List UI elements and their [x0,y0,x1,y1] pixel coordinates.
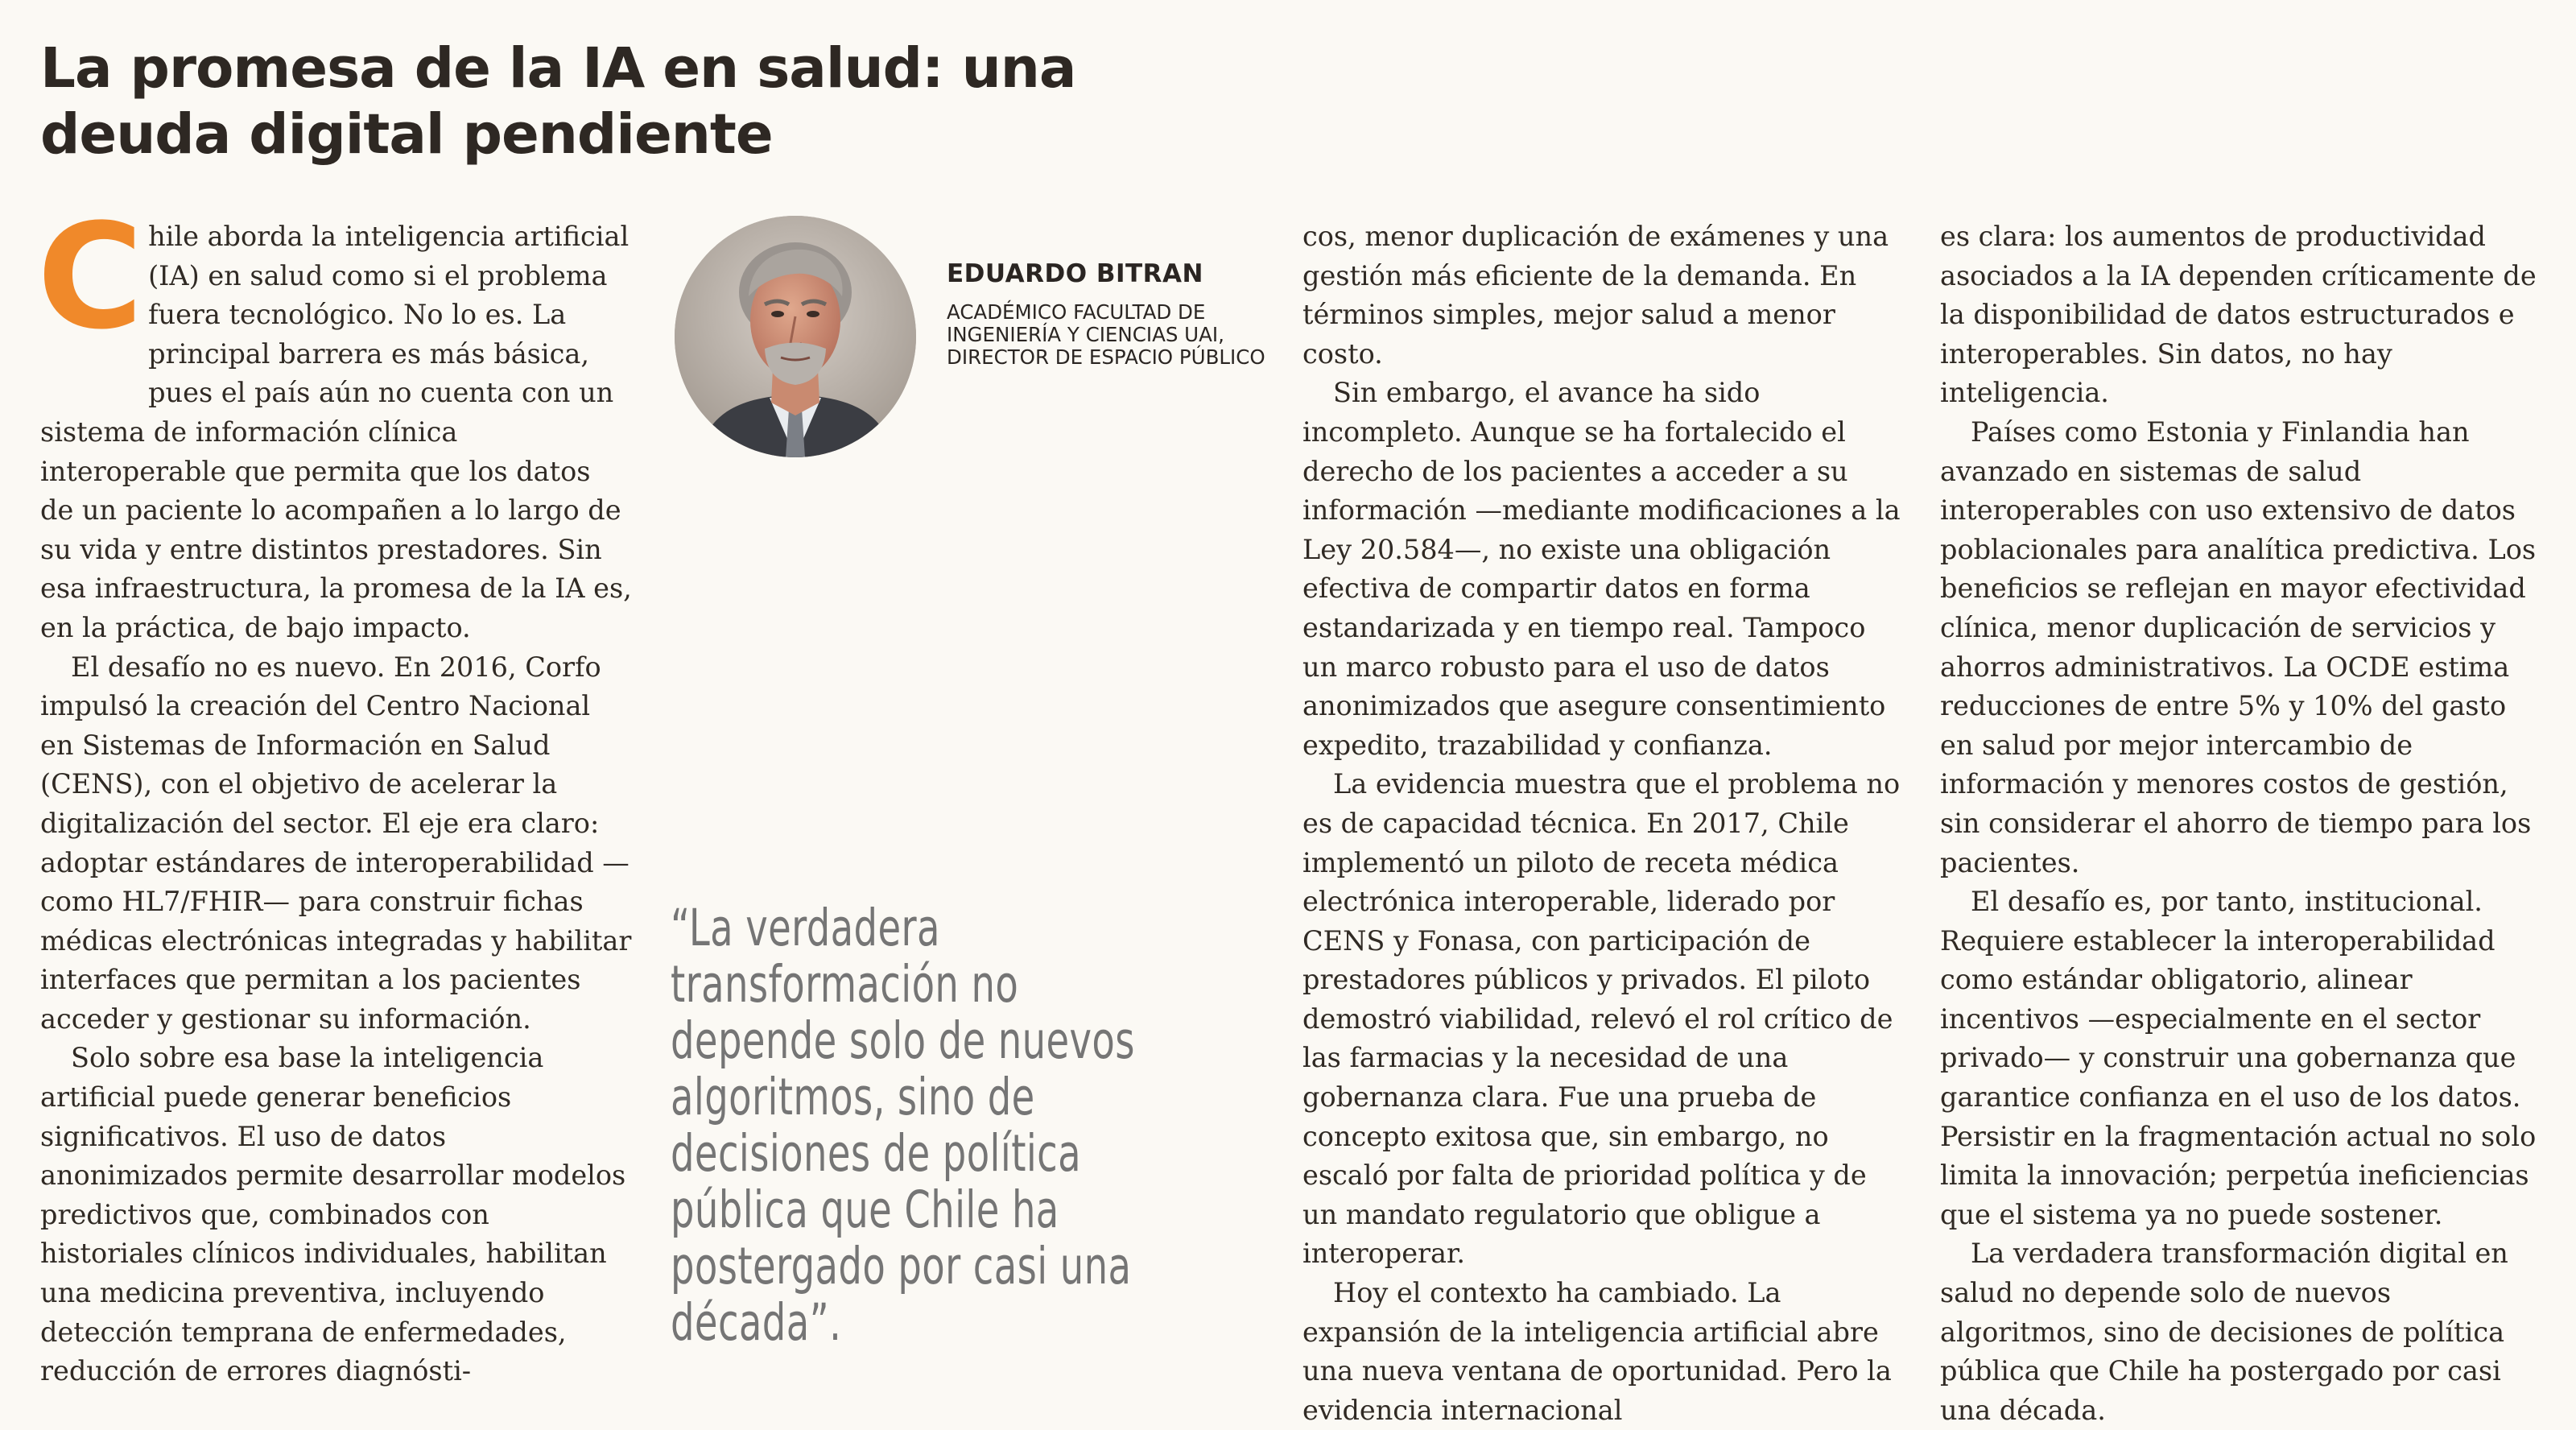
drop-cap: C [37,193,144,362]
author-byline [947,258,1285,369]
author-portrait [675,216,916,457]
paragraph-text: hile aborda la inteligencia artificial (IA) en salud como si el problema fuera tecnológico. No lo es. La principal barrera es más básica, pues el país aún no cuenta con un sistema de información clínica interoperable que permita que los datos de un paciente lo acompañen a lo largo de su vida y entre distintos prestadores. Sin esa infraestructura, la promesa de la IA es, en la práctica, de bajo impacto. [40,221,632,643]
author-portrait-illustration [675,216,916,457]
pull-quote: “La verdadera transformación no depende solo de nuevos algoritmos, sino de decisiones de política pública que Chile ha postergado por casi una década”. [671,899,1135,1352]
paragraph: El desafío no es nuevo. En 2016, Corfo impulsó la creación del Centro Nacional en Sistemas de Información en Salud (CENS), con el objetivo de acelerar la digitalización del sector. El eje era claro: adoptar estándares de interoperabilidad —como HL7/FHIR— para construir fichas médicas electrónicas integradas y habilitar interfaces que permitan a los pacientes acceder y gestionar su información. [40,651,632,1035]
article-column-1 [37,193,632,1391]
paragraph: La verdadera transformación digital en salud no depende solo de nuevos algoritmos, sino de decisiones de política pública que Chile ha postergado por casi una década. [1940,1238,2508,1426]
article-headline: La promesa de la IA en salud: una deuda digital pendiente [40,36,1076,167]
author-name: EDUARDO BITRAN [947,259,1203,288]
paragraph: El desafío es, por tanto, institucional. Requiere establecer la interoperabilidad como estándar obligatorio, alinear incentivos —especialmente en el sector privado— y construir una gobernanza que garantice confianza en el uso de los datos. Persistir en la fragmentación actual no solo limita la innovación; perpetúa ineficiencias que el sistema ya no puede sostener. [1940,886,2537,1230]
paragraph: Países como Estonia y Finlandia han avanzado en sistemas de salud interoperables con uso extensivo de datos poblacionales para analítica predictiva. Los beneficios se reflejan en mayor efectividad clínica, menor duplicación de servicios y ahorros administrativos. La OCDE estima reducciones de entre 5% y 10% del gasto en salud por mejor intercambio de información y menores costos de gestión, sin considerar el ahorro de tiempo para los pacientes. [1940,415,2537,878]
paragraph: cos, menor duplicación de exámenes y una gestión más eficiente de la demanda. En términos simples, mejor salud a menor costo. [1302,221,1889,370]
paragraph: La evidencia muestra que el problema no es de capacidad técnica. En 2017, Chile implementó un piloto de receta médica electrónica interoperable, liderado por CENS y Fonasa, con participación de prestadores públicos y privados. El piloto demostró viabilidad, relevó el rol crítico de las farmacias y la necesidad de una gobernanza clara. Fue una prueba de concepto exitosa que, sin embargo, no escaló por falta de prioridad política y de un mandato regulatorio que obligue a interoperar. [1302,768,1901,1270]
article-column-4 [1940,217,2540,1430]
paragraph [37,193,632,648]
author-role: ACADÉMICO FACULTAD DE INGENIERÍA Y CIENCIAS UAI, DIRECTOR DE ESPACIO PÚBLICO [947,300,1265,369]
paragraph: es clara: los aumentos de productividad asociados a la IA dependen críticamente de la disponibilidad de datos estructurados e interoperables. Sin datos, no hay inteligencia. [1940,221,2537,409]
paragraph: Hoy el contexto ha cambiado. La expansión de la inteligencia artificial abre una nueva ventana de oportunidad. Pero la evidencia internacional [1302,1277,1892,1426]
paragraph: Sin embargo, el avance ha sido incompleto. Aunque se ha fortalecido el derecho de los pacientes a acceder a su información —mediante modificaciones a la Ley 20.584—, no existe una obligación efectiva de compartir datos en forma estandarizada y en tiempo real. Tampoco un marco robusto para el uso de datos anonimizados que asegure consentimiento expedito, trazabilidad y confianza. [1302,377,1901,761]
article-column-3 [1302,217,1908,1430]
paragraph: Solo sobre esa base la inteligencia artificial puede generar beneficios significativos. El uso de datos anonimizados permite desarrollar modelos predictivos que, combinados con historiales clínicos individuales, habilitan una medicina preventiva, incluyendo detección temprana de enfermedades, reducción de errores diagnósti- [40,1042,626,1387]
